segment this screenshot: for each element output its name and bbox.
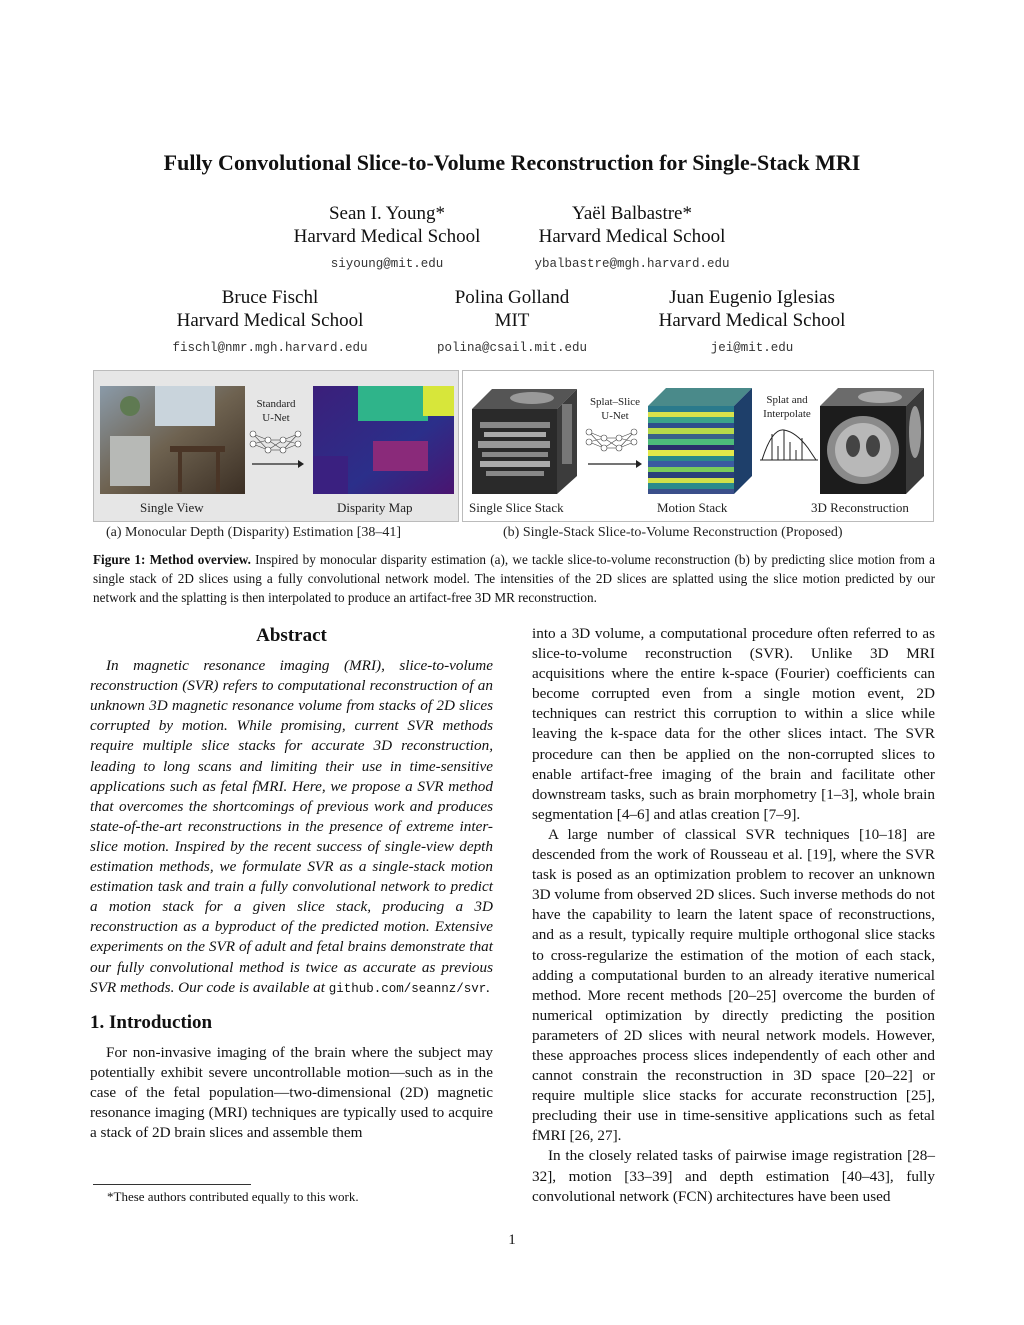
- right-column: [532, 624, 935, 1207]
- author-name: Yaël Balbastre*: [572, 203, 692, 224]
- author-block: [412, 286, 612, 360]
- splat-and-label-line: Splat and: [766, 394, 808, 406]
- page-number: 1: [508, 1232, 516, 1248]
- network-icon: [248, 428, 306, 470]
- author-affiliation: Harvard Medical School: [658, 310, 846, 331]
- author-block: [150, 286, 390, 360]
- disparity-map-label: Disparity Map: [337, 500, 413, 515]
- intro-paragraph: into a 3D volume, a computational procedure often referred to as slice-to-volume reconstruction (SVR). Unlike 3D MRI acquisitions where the entire k-space (Fourier) coefficients can become corrupted even from a single motion event, 2D techniques can restrict this corruption to within a slice while leaving the k-space data for the other slices intact. The SVR procedure can then be applied on the non-corrupted slices to enable artifact-free imaging of the brain and facilitate other downstream tasks, such as brain morphometry [1–3], whole brain segmentation [4–6] and atlas creation [7–9].: [532, 625, 935, 823]
- author-affiliation: MIT: [494, 310, 530, 331]
- author-block: [510, 202, 754, 276]
- reconstruction-label: 3D Reconstruction: [811, 500, 909, 515]
- subcaption-a: (a) Monocular Depth (Disparity) Estimation [38–41]: [106, 525, 402, 540]
- section-heading: 1. Introduction: [90, 1011, 213, 1033]
- author-email[interactable]: siyoung@mit.edu: [330, 257, 444, 271]
- splat-slice-unet-label: [582, 395, 648, 423]
- intro-paragraph: A large number of classical SVR techniques [10–18] are descended from the work of Rousseau et al. [19], where the SVR task is posed as an optimization problem to recover an unknown 3D volume from observed 2D slices. Such inverse methods do not have the capability to learn the latent space of reconstructions, and as a result, typically require multiple orthogonal slice stacks to cross-regularize the estimation of the motion of each stack, adding a computational burden to an already iterative numerical method. More recent methods [20–25] overcome the burden of numerical optimization by directly predicting the position parameters of 2D slices with neural network models. However, these approaches process slices independently of each other and cannot constrain the reconstruction in 3D space [20–22] or require multiple slice stacks for accurate reconstruction [25], precluding their use in time-sensitive applications such as fetal fMRI [26, 27].: [532, 825, 935, 1145]
- unet-label-line: U-Net: [601, 410, 629, 422]
- unet-label-line: U-Net: [262, 412, 290, 424]
- author-name: Bruce Fischl: [221, 287, 319, 308]
- intro-paragraph: For non-invasive imaging of the brain where the subject may potentially exhibit severe uncontrollable motion—such as in the case of the fetal population—two-dimensional (2D) magnetic resonance imaging (MRI) techniques are typically used to acquire a stack of 2D brain slices and assemble them: [90, 1043, 493, 1142]
- single-view-label: Single View: [140, 500, 204, 515]
- author-name: Sean I. Young*: [328, 203, 446, 224]
- footnote: *These authors contributed equally to this work.: [107, 1189, 359, 1204]
- author-email[interactable]: ybalbastre@mgh.harvard.edu: [534, 257, 730, 271]
- splat-slice-label-line: Splat–Slice: [589, 396, 641, 408]
- abstract-body: [90, 656, 493, 999]
- interpolate-label-line: Interpolate: [763, 408, 811, 420]
- author-block: [270, 202, 504, 276]
- single-slice-stack-label: Single Slice Stack: [469, 500, 564, 515]
- standard-label-line: Standard: [256, 398, 296, 410]
- network-icon: [584, 426, 644, 470]
- motion-stack-cube: [648, 384, 756, 494]
- intro-paragraph: In the closely related tasks of pairwise image registration [28–32], motion [33–39] and depth estimation [40–43], fully convolutional network (FCN) architectures have been used: [532, 1147, 935, 1205]
- interpolation-kernel-icon: [758, 424, 820, 470]
- abstract-text-end: .: [486, 978, 491, 996]
- author-email[interactable]: polina@csail.mit.edu: [436, 341, 588, 355]
- author-block: [632, 286, 872, 360]
- slice-stack-cube: [472, 384, 580, 494]
- motion-stack-label: Motion Stack: [657, 500, 728, 515]
- footnote-rule: [93, 1184, 251, 1185]
- author-affiliation: Harvard Medical School: [293, 226, 481, 247]
- caption-label: Figure 1: Method overview.: [93, 552, 251, 567]
- author-affiliation: Harvard Medical School: [538, 226, 726, 247]
- author-email[interactable]: jei@mit.edu: [710, 341, 794, 355]
- paper-title: Fully Convolutional Slice-to-Volume Reconstruction for Single-Stack MRI: [163, 150, 861, 175]
- author-name: Juan Eugenio Iglesias: [669, 287, 835, 308]
- author-email[interactable]: fischl@nmr.mgh.harvard.edu: [172, 341, 368, 355]
- left-column: [90, 626, 493, 1143]
- living-room-photo: [100, 386, 245, 494]
- abstract-heading: Abstract: [256, 625, 327, 646]
- disparity-map-image: [313, 386, 454, 494]
- code-link[interactable]: github.com/seannz/svr: [328, 981, 487, 996]
- author-affiliation: Harvard Medical School: [176, 310, 364, 331]
- abstract-text: In magnetic resonance imaging (MRI), slice-to-volume reconstruction (SVR) refers to computational reconstruction of an unknown 3D magnetic resonance volume from stacks of 2D slices corrupted by motion. While promising, current SVR methods require multiple slice stacks for accurate 3D reconstruction, leading to long scans and limiting their use in time-sensitive applications such as fetal fMRI. Here, we propose a SVR method that overcomes the shortcomings of previous work and produces state-of-the-art reconstructions in the presence of extreme inter-slice motion. Inspired by the recent success of single-view depth estimation methods, we formulate SVR as a single-stack motion estimation task and train a fully convolutional network to predict a motion stack for a given slice stack, producing a 3D reconstruction as a byproduct of the predicted motion. Extensive experiments on the SVR of adult and fetal brains demonstrate that our fully convolutional method is twice as accurate as previous SVR methods. Our code is available at: [90, 657, 493, 996]
- subcaption-b: (b) Single-Stack Slice-to-Volume Reconstruction (Proposed): [503, 525, 843, 540]
- standard-unet-label: [246, 397, 306, 425]
- figure-caption: [93, 550, 935, 607]
- caption-text: Inspired by monocular disparity estimation (a), we tackle slice-to-volume reconstruction (b) by predicting slice motion from a single stack of 2D slices using a fully convolutional network model. The intensities of the 2D slices are splatted using the slice motion predicted by our network and the splatting is then interpolated to produce an artifact-free 3D MR reconstruction.: [93, 552, 935, 605]
- author-name: Polina Golland: [454, 287, 570, 308]
- splat-interpolate-label: [756, 393, 818, 421]
- reconstruction-cube: [820, 384, 928, 494]
